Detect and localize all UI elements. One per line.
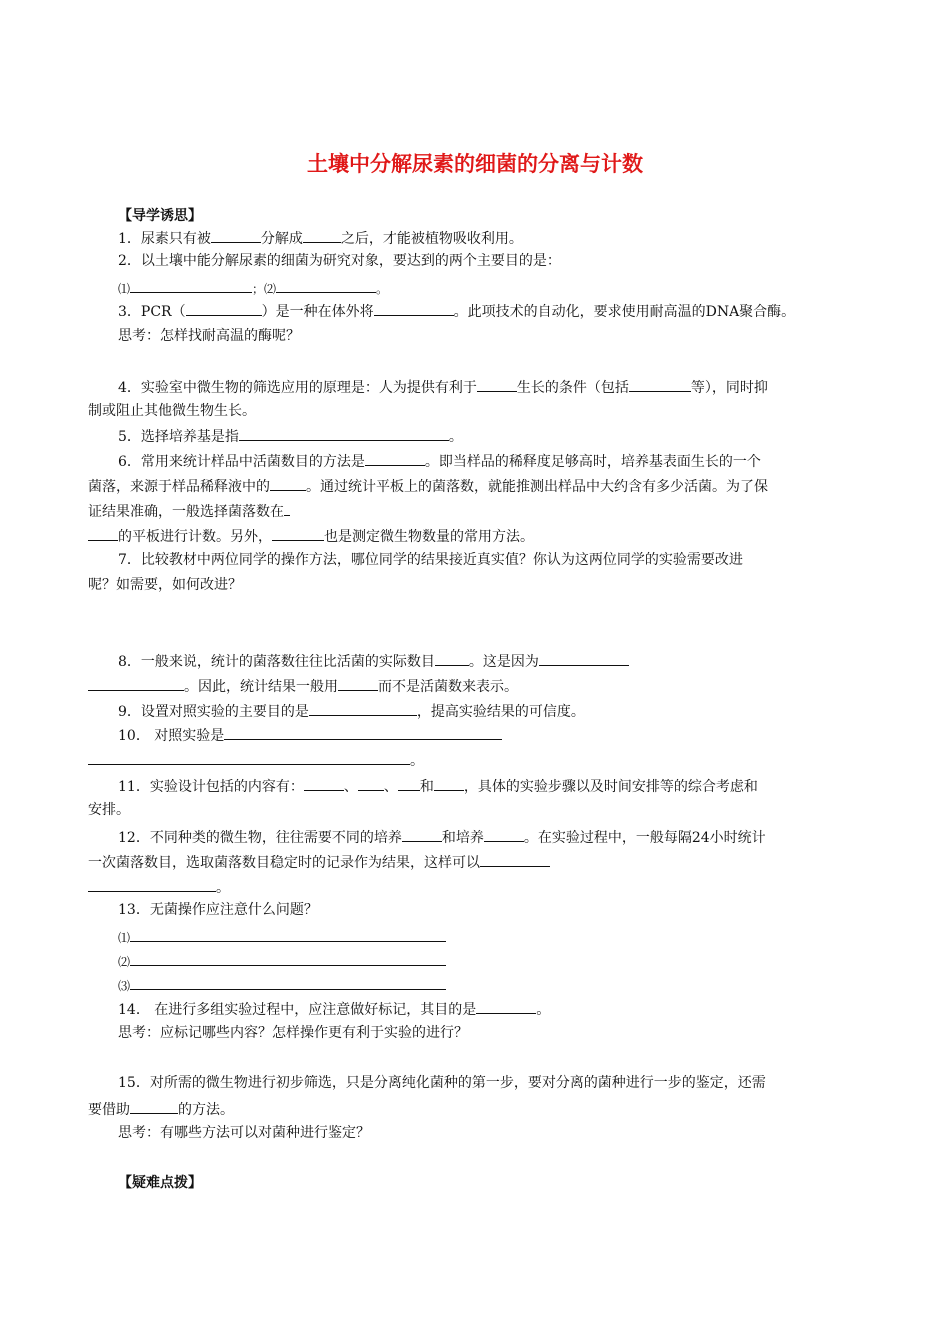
question-13-item-1: ⑴	[118, 926, 868, 948]
question-7: 7．比较教材中两位同学的操作方法，哪位同学的结果接近真实值？你认为这两位同学的实验需要改进	[118, 552, 743, 568]
question-10-cont: 。	[88, 749, 838, 771]
answer-blank[interactable]	[476, 998, 536, 1014]
question-6-cont-1: 菌落，来源于样品稀释液中的 。通过统计平板上的菌落数，就能推测出样品中大约含有多少活菌。为了保	[88, 475, 838, 497]
answer-blank[interactable]	[365, 450, 425, 466]
question-11: 11．实验设计包括的内容有： 、 、 和 ，具体的实验步骤以及时间安排等的综合考虑和	[118, 775, 868, 797]
question-4: 4．实验室中微生物的筛选应用的原理是：人为提供有利于 生长的条件（包括 等），同时抑	[118, 376, 868, 398]
question-7-cont: 呢？如需要，如何改进？	[88, 577, 242, 593]
question-12: 12．不同种类的微生物，往往需要不同的培养 和培养 。在实验过程中，一般每隔24小时统计	[118, 826, 868, 848]
answer-blank[interactable]	[284, 500, 290, 516]
answer-blank[interactable]	[484, 826, 524, 842]
question-4-cont: 制或阻止其他微生物生长。	[88, 403, 256, 419]
answer-blank[interactable]	[398, 775, 420, 791]
answer-blank[interactable]	[130, 277, 252, 293]
question-3-think: 思考：怎样找耐高温的酶呢？	[118, 328, 300, 344]
answer-blank[interactable]	[309, 700, 417, 716]
question-13-item-3: ⑶	[118, 974, 868, 996]
question-15-think: 思考：有哪些方法可以对菌种进行鉴定？	[118, 1125, 370, 1141]
answer-blank[interactable]	[88, 525, 118, 541]
question-6-cont-2: 证结果准确，一般选择菌落数在	[88, 500, 838, 522]
question-12-cont-2: 。	[88, 876, 838, 898]
question-1: 1．尿素只有被 分解成 之后，才能被植物吸收利用。	[118, 227, 868, 249]
answer-blank[interactable]	[270, 475, 306, 491]
answer-blank[interactable]	[186, 300, 262, 316]
answer-blank[interactable]	[338, 675, 378, 691]
question-10: 10． 对照实验是	[118, 724, 868, 746]
question-14: 14． 在进行多组实验过程中，应注意做好标记，其目的是 。	[118, 998, 868, 1020]
answer-blank[interactable]	[88, 876, 216, 892]
question-12-cont: 一次菌落数目，选取菌落数目稳定时的记录作为结果，这样可以	[88, 851, 838, 873]
answer-blank[interactable]	[130, 1098, 178, 1114]
question-5: 5．选择培养基是指 。	[118, 425, 868, 447]
answer-blank[interactable]	[88, 749, 410, 765]
answer-blank[interactable]	[480, 851, 550, 867]
page-title: 土壤中分解尿素的细菌的分离与计数	[307, 152, 643, 176]
answer-blank[interactable]	[435, 650, 469, 666]
question-15: 15．对所需的微生物进行初步筛选，只是分离纯化菌种的第一步，要对分离的菌种进行一步的鉴定，还需	[118, 1075, 766, 1091]
answer-blank[interactable]	[211, 227, 261, 243]
answer-blank[interactable]	[130, 974, 446, 990]
question-13-item-2: ⑵	[118, 950, 868, 972]
answer-blank[interactable]	[224, 724, 502, 740]
section-heading-difficulty: 【疑难点拨】	[118, 1175, 202, 1191]
question-6-cont-3: 的平板进行计数。另外， 也是测定微生物数量的常用方法。	[88, 525, 838, 547]
answer-blank[interactable]	[276, 277, 376, 293]
question-8-cont: 。因此，统计结果一般用 而不是活菌数来表示。	[88, 675, 838, 697]
question-15-cont: 要借助 的方法。	[88, 1098, 838, 1120]
question-6: 6．常用来统计样品中活菌数目的方法是 。即当样品的稀释度足够高时，培养基表面生长的一个	[118, 450, 868, 472]
question-11-cont: 安排。	[88, 802, 130, 818]
question-3: 3．PCR（ ）是一种在体外将 。此项技术的自动化，要求使用耐高温的DNA聚合酶。	[118, 300, 868, 322]
answer-blank[interactable]	[304, 775, 344, 791]
answer-blank[interactable]	[374, 300, 454, 316]
question-9: 9．设置对照实验的主要目的是 ，提高实验结果的可信度。	[118, 700, 868, 722]
question-14-think: 思考：应标记哪些内容？怎样操作更有利于实验的进行？	[118, 1025, 468, 1041]
answer-blank[interactable]	[434, 775, 464, 791]
question-2: 2．以土壤中能分解尿素的细菌为研究对象，要达到的两个主要目的是：	[118, 253, 561, 269]
section-heading-guide: 【导学诱思】	[118, 208, 202, 224]
answer-blank[interactable]	[130, 950, 446, 966]
answer-blank[interactable]	[358, 775, 384, 791]
answer-blank[interactable]	[303, 227, 341, 243]
answer-blank[interactable]	[88, 675, 184, 691]
question-13: 13．无菌操作应注意什么问题？	[118, 902, 318, 918]
answer-blank[interactable]	[272, 525, 324, 541]
answer-blank[interactable]	[402, 826, 442, 842]
answer-blank[interactable]	[130, 926, 446, 942]
answer-blank[interactable]	[239, 425, 449, 441]
answer-blank[interactable]	[629, 376, 691, 392]
question-2-answers: ⑴ ；⑵ 。	[118, 277, 868, 299]
answer-blank[interactable]	[539, 650, 629, 666]
question-8: 8．一般来说，统计的菌落数往往比活菌的实际数目 。这是因为	[118, 650, 868, 672]
answer-blank[interactable]	[477, 376, 517, 392]
